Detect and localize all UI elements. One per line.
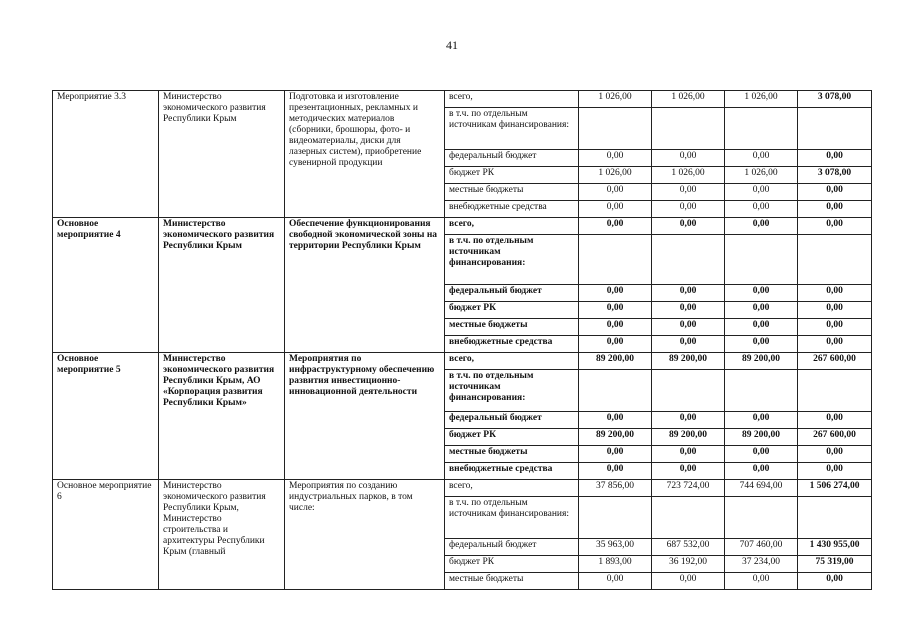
description-cell: Мероприятия по инфраструктурному обеспечению развития инвестиционно-инновационной деятельности [285, 353, 445, 480]
table-row [53, 218, 872, 235]
value-cell [652, 108, 725, 150]
value-cell: 0,00 [725, 336, 798, 353]
value-cell: 0,00 [725, 302, 798, 319]
funding-source-cell: в т.ч. по отдельным источникам финансирования: [445, 108, 579, 150]
value-cell [652, 370, 725, 412]
executor-cell: Министерство экономического развития Республики Крым [159, 91, 285, 218]
page-number: 41 [446, 38, 458, 52]
value-cell: 37 234,00 [725, 556, 798, 573]
funding-source-cell: федеральный бюджет [445, 285, 579, 302]
funding-source-cell: местные бюджеты [445, 446, 579, 463]
value-cell: 723 724,00 [652, 480, 725, 497]
value-cell: 0,00 [725, 184, 798, 201]
value-cell: 0,00 [652, 319, 725, 336]
funding-source-cell: в т.ч. по отдельным источникам финансирования: [445, 497, 579, 539]
value-cell [725, 497, 798, 539]
funding-source-cell: местные бюджеты [445, 573, 579, 590]
value-cell: 1 026,00 [652, 91, 725, 108]
total-cell: 0,00 [798, 184, 872, 201]
description-cell: Обеспечение функционирования свободной экономической зоны на территории Республики Крым [285, 218, 445, 353]
value-cell: 1 893,00 [579, 556, 652, 573]
value-cell [579, 497, 652, 539]
funding-source-cell: федеральный бюджет [445, 539, 579, 556]
value-cell: 0,00 [652, 446, 725, 463]
table-row [53, 480, 872, 497]
total-cell: 0,00 [798, 446, 872, 463]
value-cell: 0,00 [579, 285, 652, 302]
total-cell [798, 108, 872, 150]
value-cell: 0,00 [652, 336, 725, 353]
value-cell: 89 200,00 [652, 353, 725, 370]
value-cell [725, 108, 798, 150]
funding-source-cell: внебюджетные средства [445, 201, 579, 218]
funding-source-cell: в т.ч. по отдельным источникам финансирования: [445, 370, 579, 412]
total-cell: 1 506 274,00 [798, 480, 872, 497]
funding-source-cell: в т.ч. по отдельным источникам финансирования: [445, 235, 579, 285]
total-cell: 1 430 955,00 [798, 539, 872, 556]
measure-cell: Основное мероприятие 5 [53, 353, 159, 480]
value-cell: 0,00 [579, 218, 652, 235]
total-cell [798, 497, 872, 539]
total-cell: 0,00 [798, 150, 872, 167]
total-cell: 0,00 [798, 319, 872, 336]
total-cell [798, 235, 872, 285]
funding-source-cell: федеральный бюджет [445, 150, 579, 167]
value-cell: 0,00 [579, 463, 652, 480]
value-cell: 36 192,00 [652, 556, 725, 573]
value-cell [579, 108, 652, 150]
value-cell: 0,00 [725, 201, 798, 218]
value-cell: 0,00 [652, 463, 725, 480]
value-cell [579, 235, 652, 285]
value-cell: 35 963,00 [579, 539, 652, 556]
value-cell: 0,00 [725, 319, 798, 336]
measure-cell: Мероприятие 3.3 [53, 91, 159, 218]
value-cell: 1 026,00 [579, 91, 652, 108]
executor-cell: Министерство экономического развития Республики Крым [159, 218, 285, 353]
table-row [53, 91, 872, 108]
value-cell [725, 370, 798, 412]
value-cell: 0,00 [652, 184, 725, 201]
value-cell: 0,00 [725, 463, 798, 480]
total-cell [798, 370, 872, 412]
value-cell: 89 200,00 [725, 353, 798, 370]
value-cell: 1 026,00 [725, 91, 798, 108]
funding-source-cell: бюджет РК [445, 167, 579, 184]
value-cell: 0,00 [652, 285, 725, 302]
value-cell: 89 200,00 [579, 353, 652, 370]
value-cell: 0,00 [579, 412, 652, 429]
value-cell: 0,00 [652, 412, 725, 429]
value-cell [652, 497, 725, 539]
value-cell: 0,00 [652, 201, 725, 218]
value-cell: 0,00 [579, 573, 652, 590]
value-cell: 0,00 [725, 218, 798, 235]
value-cell: 1 026,00 [579, 167, 652, 184]
funding-source-cell: всего, [445, 91, 579, 108]
funding-source-cell: внебюджетные средства [445, 463, 579, 480]
value-cell: 0,00 [579, 184, 652, 201]
value-cell: 89 200,00 [579, 429, 652, 446]
executor-cell: Министерство экономического развития Республики Крым, АО «Корпорация развития Республики Крым» [159, 353, 285, 480]
total-cell: 267 600,00 [798, 429, 872, 446]
value-cell: 0,00 [579, 150, 652, 167]
total-cell: 267 600,00 [798, 353, 872, 370]
measure-cell: Основное мероприятие 6 [53, 480, 159, 590]
description-cell: Подготовка и изготовление презентационных, рекламных и методических материалов (сборники, брошюры, фото- и видеоматериалы, диски для лазерных систем), приобретение сувенирной продукции [285, 91, 445, 218]
table-row [53, 353, 872, 370]
value-cell: 0,00 [725, 412, 798, 429]
value-cell: 0,00 [652, 150, 725, 167]
funding-source-cell: бюджет РК [445, 556, 579, 573]
funding-source-cell: внебюджетные средства [445, 336, 579, 353]
value-cell [725, 235, 798, 285]
total-cell: 0,00 [798, 218, 872, 235]
total-cell: 0,00 [798, 573, 872, 590]
funding-source-cell: местные бюджеты [445, 184, 579, 201]
value-cell: 0,00 [725, 150, 798, 167]
total-cell: 3 078,00 [798, 167, 872, 184]
funding-table [52, 90, 872, 590]
funding-source-cell: всего, [445, 480, 579, 497]
value-cell: 0,00 [725, 446, 798, 463]
value-cell: 0,00 [579, 201, 652, 218]
total-cell: 0,00 [798, 302, 872, 319]
funding-source-cell: бюджет РК [445, 429, 579, 446]
value-cell: 89 200,00 [652, 429, 725, 446]
value-cell: 707 460,00 [725, 539, 798, 556]
funding-source-cell: бюджет РК [445, 302, 579, 319]
value-cell: 1 026,00 [725, 167, 798, 184]
value-cell: 0,00 [725, 573, 798, 590]
value-cell: 1 026,00 [652, 167, 725, 184]
total-cell: 3 078,00 [798, 91, 872, 108]
value-cell: 0,00 [725, 285, 798, 302]
value-cell: 37 856,00 [579, 480, 652, 497]
funding-source-cell: местные бюджеты [445, 319, 579, 336]
value-cell: 0,00 [652, 218, 725, 235]
value-cell: 0,00 [579, 446, 652, 463]
total-cell: 75 319,00 [798, 556, 872, 573]
value-cell: 687 532,00 [652, 539, 725, 556]
value-cell: 0,00 [652, 302, 725, 319]
measure-cell: Основное мероприятие 4 [53, 218, 159, 353]
executor-cell: Министерство экономического развития Республики Крым, Министерство строительства и архитектуры Республики Крым (главный [159, 480, 285, 590]
total-cell: 0,00 [798, 412, 872, 429]
total-cell: 0,00 [798, 285, 872, 302]
value-cell: 0,00 [579, 302, 652, 319]
value-cell: 0,00 [579, 336, 652, 353]
value-cell: 89 200,00 [725, 429, 798, 446]
funding-source-cell: федеральный бюджет [445, 412, 579, 429]
funding-source-cell: всего, [445, 353, 579, 370]
funding-source-cell: всего, [445, 218, 579, 235]
total-cell: 0,00 [798, 336, 872, 353]
value-cell: 0,00 [652, 573, 725, 590]
description-cell: Мероприятия по созданию индустриальных парков, в том числе: [285, 480, 445, 590]
value-cell: 744 694,00 [725, 480, 798, 497]
value-cell: 0,00 [579, 319, 652, 336]
value-cell [652, 235, 725, 285]
total-cell: 0,00 [798, 201, 872, 218]
total-cell: 0,00 [798, 463, 872, 480]
value-cell [579, 370, 652, 412]
